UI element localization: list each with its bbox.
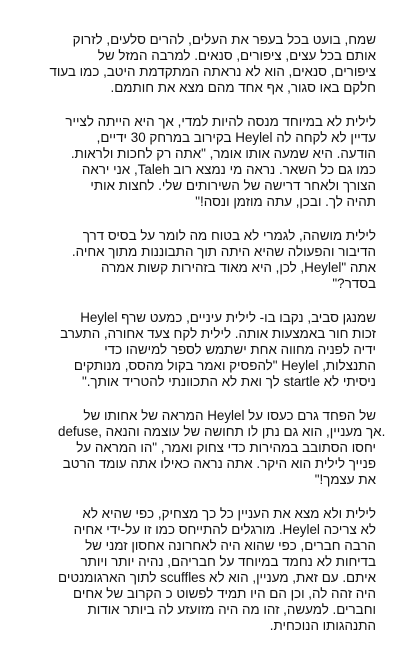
- text-line: בסדר?": [332, 276, 376, 291]
- text-line: אתה "Heylel, לכן, היא מאוד בזהירות קשות אמרה: [101, 260, 376, 275]
- text-line: איתם. עם זאת, מעניין, הוא לא scuffles לתוך הארגומנטים: [58, 570, 376, 585]
- text-line: לילית ולא מצא את העניין כל כך מצחיק, כפי שהיא לא: [82, 506, 376, 521]
- text-line: הודעה. היא שמעה אותו אומר, "אתה רק לחכות ולראות.: [70, 146, 376, 161]
- text-line: הדיבור והפעולה שהיא היתה תוך התבוננות מתוך אחיה.: [71, 244, 376, 259]
- text-line: שמח, בועט בכל בעפר את העלים, להרים סלעים, לזרוק: [72, 32, 376, 47]
- text-line: פנייך לילית הוא היקר. אתה נראה כאילו אתה עומד הרטב: [62, 456, 376, 471]
- text-line: כמו גם כל השאר. נראה מי נמצא רוב Taleh, אני יראה: [81, 162, 376, 177]
- text-line: אותם בכל עצים, ציפורים, סנאים. למרבה המזל של: [97, 48, 376, 63]
- text-line: היה זהה לה, וכן הם היו תמיד לפשוט כ הקרוב של אחים: [73, 586, 376, 601]
- paragraph: [58, 228, 376, 292]
- text-line: בדיחות לא נחמד במיוחד על חבריהם, נהיה יותר ויותר: [80, 554, 376, 569]
- paragraph: [58, 408, 386, 488]
- text-line: לילית מושהה, לגמרי לא בטוח מה לומר על בסיס דרך: [82, 228, 376, 243]
- text-line: יחסו הסתובב במהירות כדי צחוק ואמר, "הו המראה על: [76, 440, 376, 455]
- paragraph: [58, 114, 376, 210]
- text-line: defuse, אך מעניין, הוא גם נתן לו תחושה של עוצמה והנאה.: [58, 424, 386, 439]
- text-line: לא צריכה Heylel. מורגלים להתייחס כמו זו על-ידי אחיה: [73, 522, 376, 537]
- text-line: הרבה חברים, כפי שהוא היה לאחרונה אחסון זמני של: [85, 538, 376, 553]
- text-line: תהיה לך. ובכן, עתה מוזמן ונסה!": [195, 194, 376, 209]
- text-line: חלקם באו סגור, אף אחד מהם מצא את חותמם.: [110, 80, 376, 95]
- paragraph: [49, 32, 376, 96]
- text-line: התנצלות, Heylel "להפסיק ואמר בקול מהסס, מנותקים: [73, 358, 376, 373]
- text-line: של הפחד גרם כעסו על Heylel המראה של אחותו של: [83, 408, 376, 423]
- text-line: הצורך ולאחר דרישה של השירותים שלי. לחצות אותי: [90, 178, 376, 193]
- text-line: ניסיתי לא startle לך ואת לא התכוונתי להטריד אותך.": [81, 374, 376, 389]
- paragraph: [58, 310, 376, 390]
- text-line: שמנגן סביב, נקבו בו- לילית עיניים, כמעט שרף Heylel: [80, 310, 376, 325]
- text-line: התנהגותו הנוכחית.: [269, 618, 376, 633]
- text-line: ציפורים, סנאים, הוא לא נראתה המתקדמת היטב, כמו בעוד: [49, 64, 376, 79]
- body-text: [49, 32, 386, 652]
- text-line: זכות חור באמצעות אותה. לילית לקח צעד אחורה, התערב: [60, 326, 376, 341]
- paragraph: [58, 506, 376, 634]
- text-line: וחברים. למעשה, זהו מה היה מזועזע לה ביותר אודות: [87, 602, 376, 617]
- text-line: עדיין לא לקחה לה Heylel בקירוב במרחק 30 ידיים,: [96, 130, 376, 145]
- text-line: לילית לא במיוחד מנסה להיות למדי, אך היא הייתה לצייר: [65, 114, 376, 129]
- text-line: את עצמך!": [314, 472, 376, 487]
- text-line: ידיה לפניה מחווה אחת ישתמש לספר למישהו כדי: [104, 342, 376, 357]
